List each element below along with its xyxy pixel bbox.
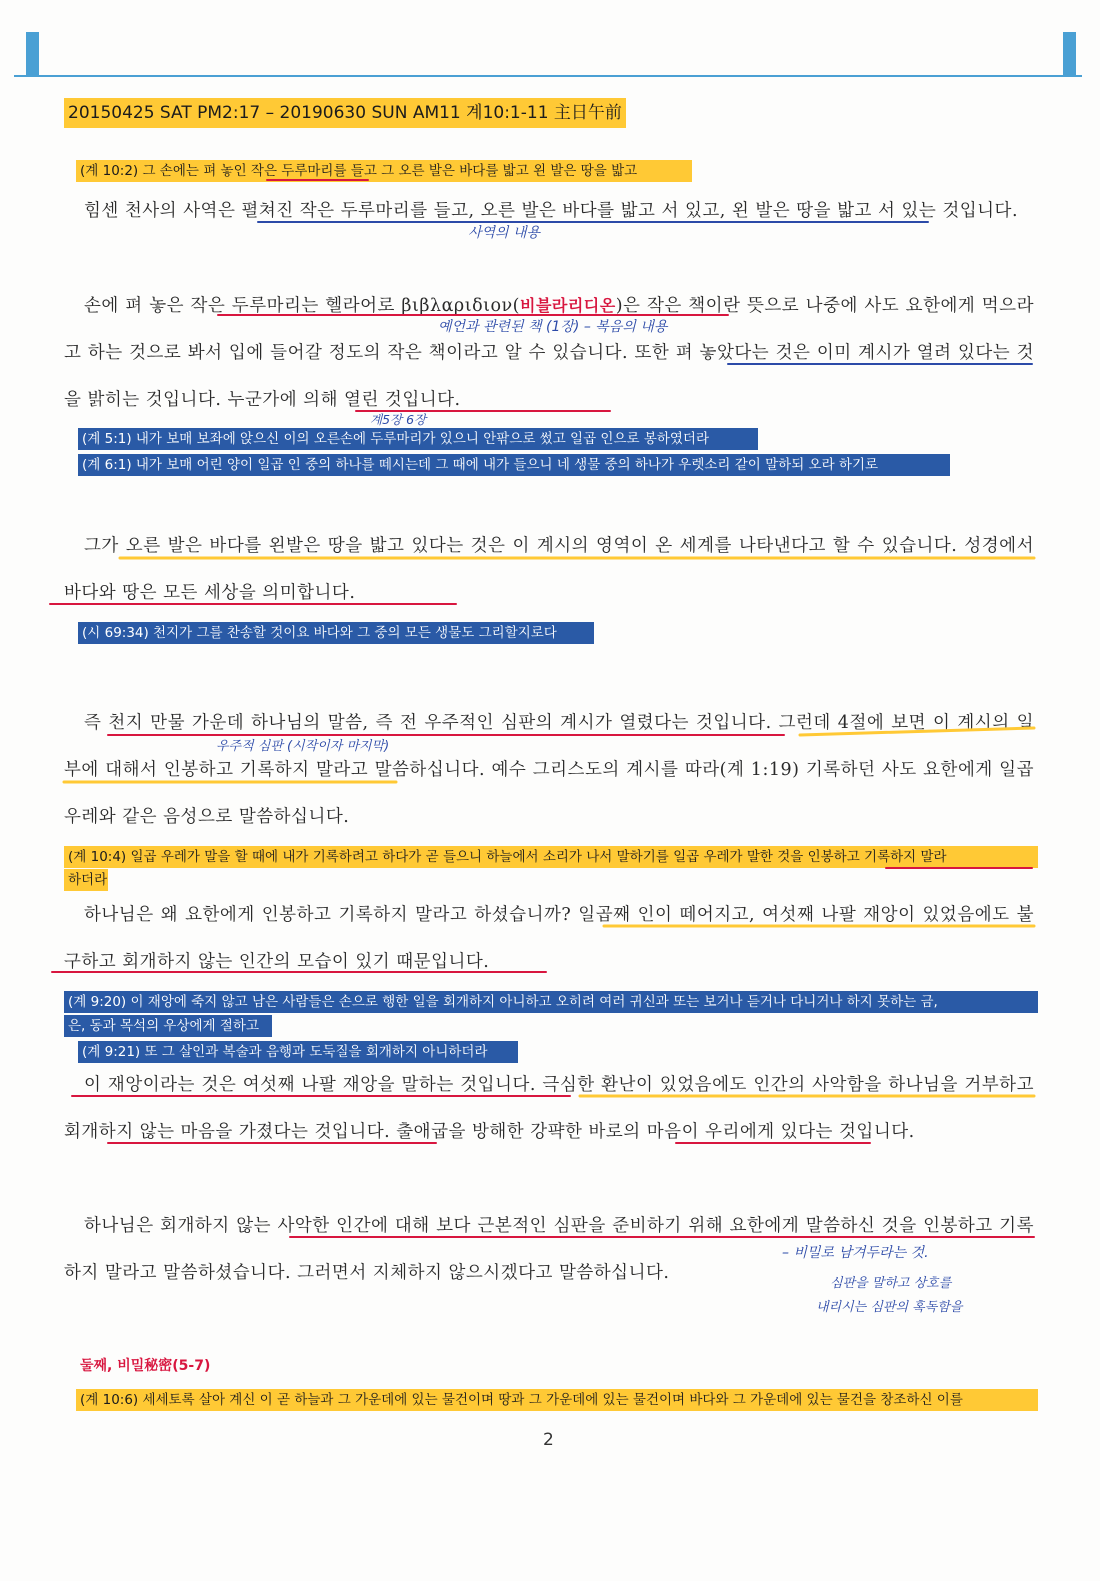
paragraph-3: 그가 오른 발은 바다를 왼발은 땅을 밟고 있다는 것은 이 계시의 영역이 온 세계를 나타낸다고 할 수 있습니다. 성경에서 바다와 땅은 모든 세상을 의미합니다. [64, 536, 1034, 603]
section-heading: 둘째, 비밀秘密(5-7) [80, 1358, 211, 1374]
scripture-ref-rev-9-20-cont: 은, 동과 목석의 우상에게 절하고 [64, 1015, 272, 1037]
paragraph-2: 손에 펴 놓은 작은 두루마리는 헬라어로 βιβλαριδιον(비블라리디온)은 작은 책이란 뜻으로 나중에 사도 요한에게 먹으라고 하는 것으로 봐서 입에 들어갈 정도의 작은 책이라고 알 수 있습니다. 또한 펴 놓았다는 것은 이미 계시가 열려 있다는 것을 밝히는 것입니다. 누군가에 의해 열린 것입니다. [64, 296, 1034, 410]
paragraph-1: 힘센 천사의 사역은 펼쳐진 작은 두루마리를 들고, 오른 발은 바다를 밟고 서 있고, 왼 발은 땅을 밟고 서 있는 것입니다. [84, 201, 1019, 221]
paragraph-6: 이 재앙이라는 것은 여섯째 나팔 재앙을 말하는 것입니다. 극심한 환난이 있었음에도 인간의 사악함을 하나님을 거부하고 회개하지 않는 마음을 가졌다는 것입니다. 출애굽을 방해한 강퍅한 바로의 마음이 우리에게 있다는 것입니다. [64, 1075, 1034, 1142]
paragraph-4: 즉 천지 만물 가운데 하나님의 말씀, 즉 전 우주적인 심판의 계시가 열렸다는 것입니다. 그런데 4절에 보면 이 계시의 일부에 대해서 인봉하고 기록하지 말라고 말씀하십니다. 예수 그리스도의 계시를 따라(계 1:19) 기록하던 사도 요한에게 일곱 우레와 같은 음성으로 말씀하십니다. [64, 713, 1034, 827]
scripture-ref-rev-10-6: (계 10:6) 세세토록 살아 계신 이 곧 하늘과 그 가운데에 있는 물건이며 땅과 그 가운데에 있는 물건이며 바다와 그 가운데에 있는 물건을 창조하신 이를 [76, 1389, 1038, 1411]
handwritten-note-5: – 비밀로 남겨두라는 것. [782, 1245, 929, 1261]
handwritten-note-6: 심판을 말하고 상호를 [830, 1276, 952, 1291]
sermon-title: 20150425 SAT PM2:17 – 20190630 SUN AM11 계10:1-11 主日午前 [64, 98, 626, 128]
scripture-ref-rev-9-21: (계 9:21) 또 그 살인과 복술과 음행과 도둑질을 회개하지 아니하더라 [78, 1041, 518, 1063]
scripture-ref-rev-10-4: (계 10:4) 일곱 우레가 말을 할 때에 내가 기록하려고 하다가 곧 들으니 하늘에서 소리가 나서 말하기를 일곱 우레가 말한 것을 인봉하고 기록하지 말라 [64, 846, 1038, 868]
scripture-ref-rev-9-20: (계 9:20) 이 재앙에 죽지 않고 남은 사람들은 손으로 행한 일을 회개하지 아니하고 오히려 여러 귀신과 또는 보거나 듣거나 다니거나 하지 못하는 금, [64, 991, 1038, 1013]
scripture-ref-ps-69-34: (시 69:34) 천지가 그를 찬송할 것이요 바다와 그 중의 모든 생물도 그리할지로다 [78, 622, 594, 644]
page-number: 2 [543, 1430, 554, 1450]
scripture-ref-rev-10-4-cont: 하더라 [64, 869, 108, 891]
greek-transliteration: 비블라리디온 [519, 296, 616, 315]
handwritten-note-3: 계5장 6장 [370, 412, 427, 427]
handwritten-note-7: 내리시는 심판의 혹독함을 [816, 1300, 963, 1315]
underline-yellow [800, 728, 1034, 735]
paragraph-5: 하나님은 왜 요한에게 인봉하고 기록하지 말라고 하셨습니까? 일곱째 인이 떼어지고, 여섯째 나팔 재앙이 있었음에도 불구하고 회개하지 않는 인간의 모습이 있기 때문입니다. [64, 905, 1034, 972]
handwritten-note-4: 우주적 심판 (시작이자 마지막) [216, 739, 390, 754]
scripture-ref-rev-5-1: (계 5:1) 내가 보매 보좌에 앉으신 이의 오른손에 두루마리가 있으니 안팎으로 썼고 일곱 인으로 봉하였더라 [78, 428, 758, 450]
scripture-ref-rev-6-1: (계 6:1) 내가 보매 어린 양이 일곱 인 중의 하나를 떼시는데 그 때에 내가 들으니 네 생물 중의 하나가 우렛소리 같이 말하되 오라 하기로 [78, 454, 950, 476]
paragraph-7: 하나님은 회개하지 않는 사악한 인간에 대해 보다 근본적인 심판을 준비하기 위해 요한에게 말씀하신 것을 인봉하고 기록하지 말라고 말씀하셨습니다. 그러면서 지체하지 않으시겠다고 말씀하십니다. [64, 1216, 1034, 1283]
handwritten-note-1: 사역의 내용 [468, 225, 541, 241]
handwritten-note-2: 예언과 관련된 책 (1장) – 복음의 내용 [438, 319, 668, 335]
scripture-ref-rev-10-2: (계 10:2) 그 손에는 펴 놓인 작은 두루마리를 들고 그 오른 발은 바다를 밟고 왼 발은 땅을 밟고 [76, 160, 692, 182]
